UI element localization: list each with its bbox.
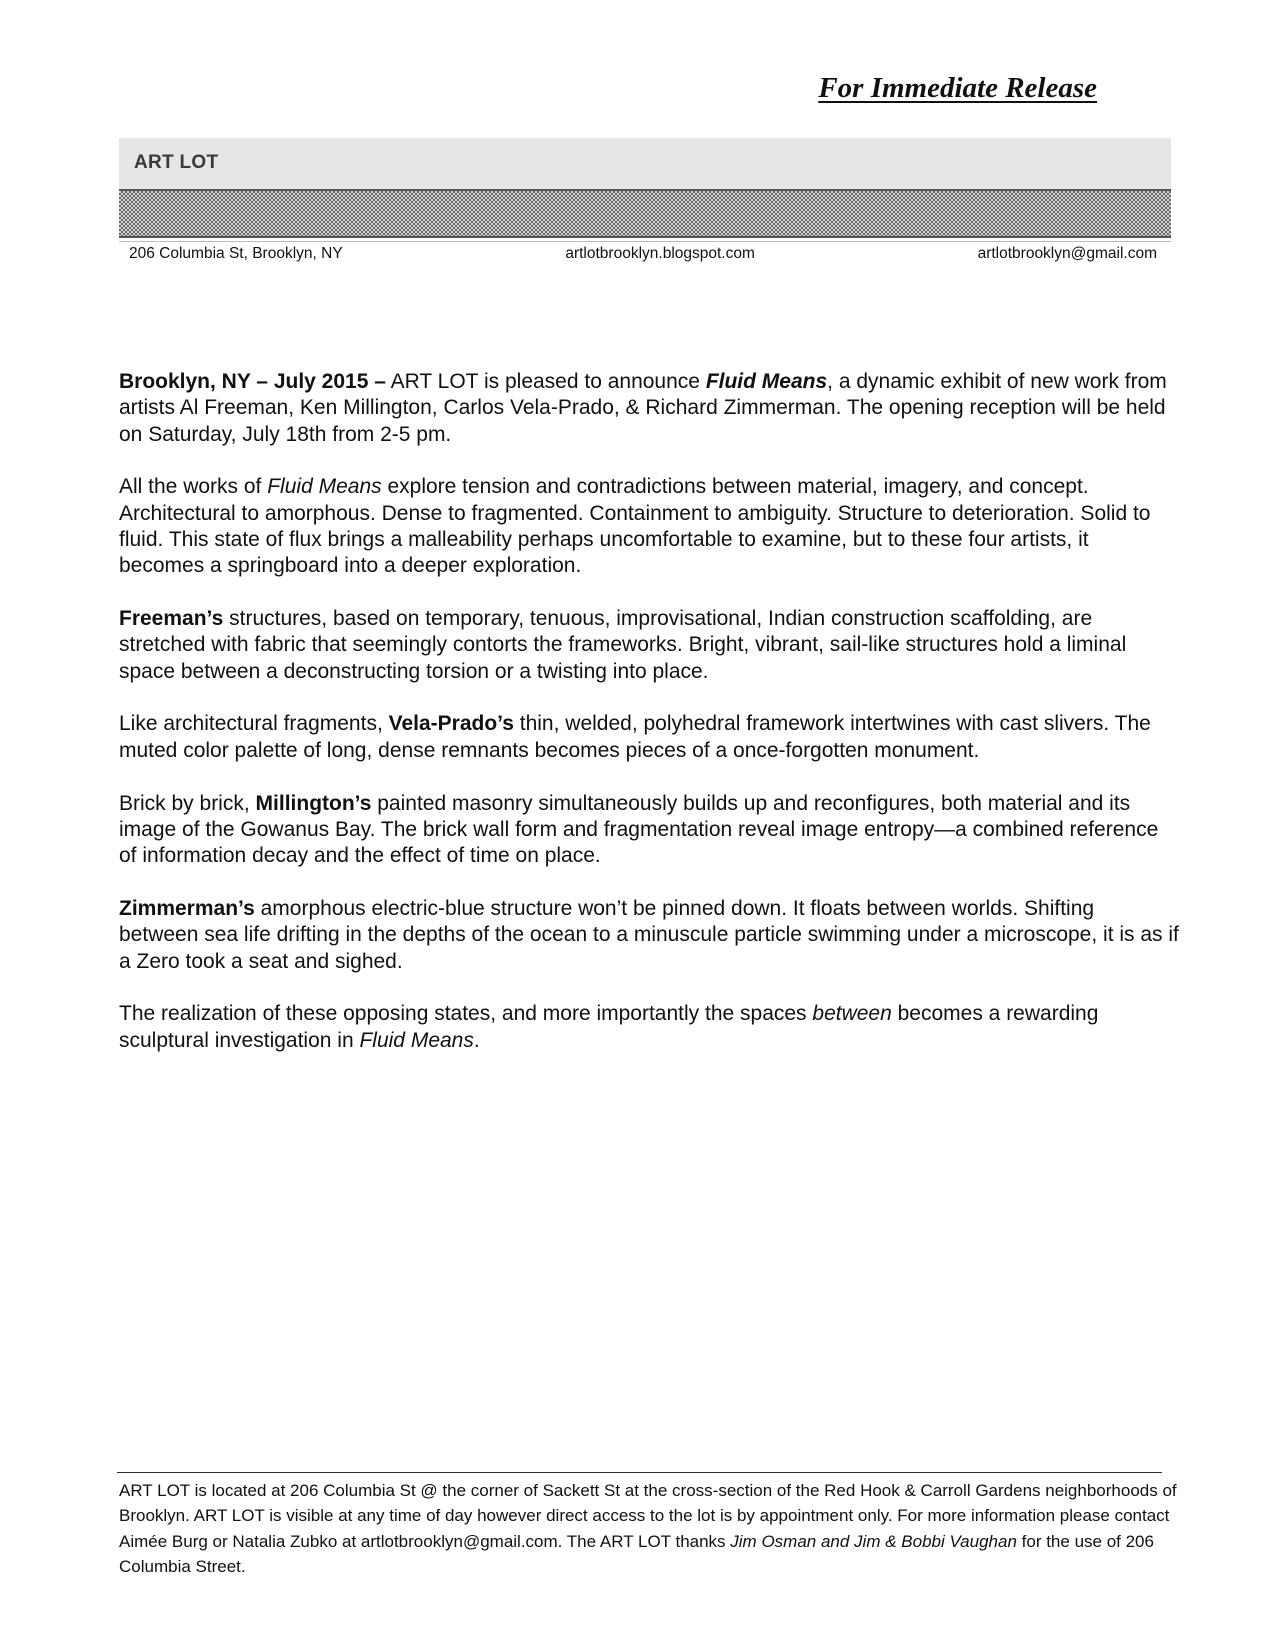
- release-heading: For Immediate Release: [818, 72, 1097, 104]
- paragraph-freeman: Freeman’s structures, based on temporary, tenuous, improvisational, Indian construction scaffolding, are stretched with fabric that seemingly contorts the frameworks. Bright, vibrant, sail-like structures hold a liminal space between a deconstructing torsion or a twisting into place.: [119, 607, 1127, 683]
- contact-row: [119, 242, 1171, 263]
- paragraph-conclusion: The realization of these opposing states, and more importantly the spaces between becomes a rewarding sculptural investigation in Fluid Means.: [119, 1002, 1099, 1052]
- press-release-body: [119, 369, 1179, 1080]
- artist-name: Freeman’s: [119, 607, 224, 631]
- dateline: Brooklyn, NY – July 2015 –: [119, 370, 386, 393]
- thanks-names: Jim Osman and Jim & Bobbi Vaughan: [730, 1531, 1017, 1551]
- letterhead-banner: [119, 138, 1171, 189]
- paragraph-millington: Brick by brick, Millington’s painted masonry simultaneously builds up and reconfigures, both material and its image of the Gowanus Bay. The brick wall form and fragmentation reveal image entropy—a combined reference of information decay and the effect of time on place.: [119, 791, 1159, 868]
- address: 206 Columbia St, Brooklyn, NY: [129, 245, 343, 262]
- letterhead-pattern-band: [119, 189, 1171, 238]
- artist-name: Zimmerman’s: [119, 896, 255, 920]
- email-link[interactable]: artlotbrooklyn@gmail.com: [977, 245, 1157, 262]
- organization-name: ART LOT: [134, 152, 219, 173]
- paragraph-vela-prado: Like architectural fragments, Vela-Prado’s thin, welded, polyhedral framework intertwines with cast slivers. The muted color palette of long, dense remnants becomes pieces of a once-forgotten monument.: [119, 712, 1151, 762]
- letterhead: [119, 138, 1171, 263]
- show-title: Fluid Means: [267, 475, 382, 499]
- paragraph-zimmerman: Zimmerman’s amorphous electric-blue structure won’t be pinned down. It floats between worlds. Shifting between sea life drifting in the depths of the ocean to a minuscule particle swimming under a microscope, it is as if a Zero took a seat and sighed.: [119, 896, 1179, 973]
- paragraph-announcement: Brooklyn, NY – July 2015 – ART LOT is pleased to announce Fluid Means, a dynamic exhibit of new work from artists Al Freeman, Ken Millington, Carlos Vela-Prado, & Richard Zimmerman. The opening reception will be held on Saturday, July 18th from 2-5 pm.: [119, 370, 1167, 446]
- website-link[interactable]: artlotbrooklyn.blogspot.com: [565, 245, 755, 262]
- footer-divider: [117, 1472, 1162, 1473]
- artist-name: Vela-Prado’s: [388, 712, 514, 736]
- footer-note: ART LOT is located at 206 Columbia St @ the corner of Sackett St at the cross-section of the Red Hook & Carroll Gardens neighborhoods of Brooklyn. ART LOT is visible at any time of day however direct access to the lot is by appointment only. For more information please contact Aimée Burg or Natalia Zubko at artlotbrooklyn@gmail.com. The ART LOT thanks Jim Osman and Jim & Bobbi Vaughan for the use of 206 Columbia Street.: [119, 1481, 1177, 1576]
- show-title: Fluid Means: [359, 1028, 474, 1052]
- paragraph-overview: All the works of Fluid Means explore tension and contradictions between material, imagery, and concept. Architectural to amorphous. Dense to fragmented. Containment to ambiguity. Structure to deterioration. Solid to fluid. This state of flux brings a malleability perhaps uncomfortable to examine, but to these four artists, it becomes a springboard into a deeper exploration.: [119, 475, 1151, 578]
- emphasis: between: [812, 1002, 892, 1026]
- artist-name: Millington’s: [255, 791, 372, 815]
- show-title: Fluid Means: [705, 370, 828, 393]
